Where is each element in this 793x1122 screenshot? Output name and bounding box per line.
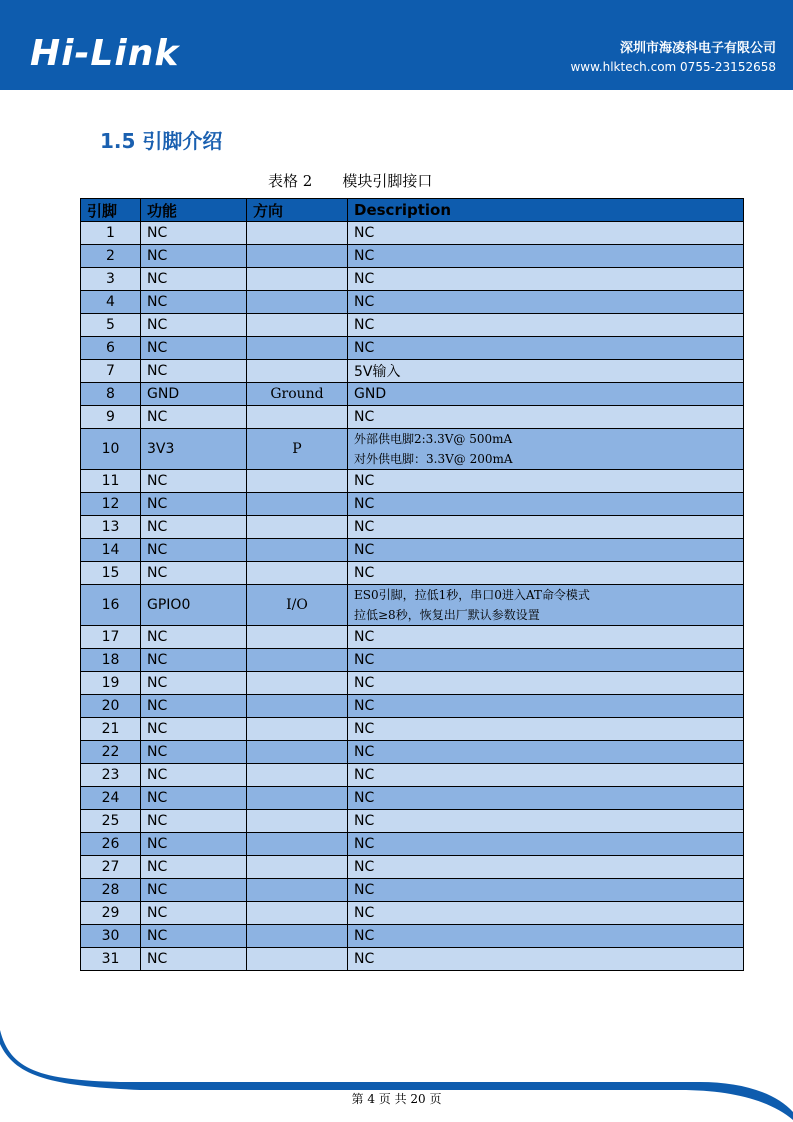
cell-direction [247,925,348,948]
cell-pin: 29 [81,902,141,925]
cell-pin: 27 [81,856,141,879]
section-title: 1.5 引脚介绍 [100,129,223,153]
table-row [81,222,744,245]
table-row [81,810,744,833]
cell-direction [247,516,348,539]
cell-pin: 7 [81,360,141,383]
cell-function: NC [141,337,247,360]
cell-direction [247,222,348,245]
cell-direction [247,314,348,337]
cell-description: NC [348,516,744,539]
cell-pin: 2 [81,245,141,268]
table-row [81,245,744,268]
table-row [81,764,744,787]
cell-pin: 21 [81,718,141,741]
cell-description: NC [348,764,744,787]
table-row [81,406,744,429]
cell-description: NC [348,539,744,562]
cell-description: NC [348,222,744,245]
table-row [81,833,744,856]
cell-pin: 16 [81,585,141,626]
table-row [81,539,744,562]
table-row [81,695,744,718]
hi-link-logo: Hi-Link [30,33,180,74]
description-line: 拉低≥8秒，恢复出厂默认参数设置 [354,608,540,622]
cell-pin: 1 [81,222,141,245]
cell-direction [247,649,348,672]
cell-pin: 3 [81,268,141,291]
cell-function: NC [141,539,247,562]
table-row [81,879,744,902]
cell-description: NC [348,337,744,360]
cell-function: NC [141,764,247,787]
table-caption [268,170,462,191]
cell-direction [247,539,348,562]
cell-function: NC [141,493,247,516]
table-caption-title: 模块引脚接口 [342,172,433,190]
table-row [81,787,744,810]
table-row [81,718,744,741]
cell-direction [247,833,348,856]
cell-pin: 12 [81,493,141,516]
cell-description: NC [348,787,744,810]
cell-direction: I/O [247,585,348,626]
cell-function: NC [141,291,247,314]
table-row [81,314,744,337]
cell-description: NC [348,902,744,925]
cell-description: NC [348,741,744,764]
cell-direction [247,856,348,879]
table-row [81,383,744,406]
cell-pin: 28 [81,879,141,902]
cell-direction [247,902,348,925]
cell-function: NC [141,626,247,649]
table-header-row [81,199,744,222]
cell-description: NC [348,856,744,879]
header-pin: 引脚 [81,199,141,222]
cell-direction [247,245,348,268]
cell-function: GPIO0 [141,585,247,626]
table-row [81,902,744,925]
cell-function: NC [141,268,247,291]
cell-description: NC [348,718,744,741]
cell-direction [247,810,348,833]
cell-direction [247,787,348,810]
cell-description: NC [348,649,744,672]
table-row [81,741,744,764]
cell-direction [247,764,348,787]
cell-direction [247,948,348,971]
company-name: 深圳市海凌科电子有限公司 [619,41,776,56]
cell-function: NC [141,856,247,879]
cell-direction [247,268,348,291]
cell-function: NC [141,879,247,902]
cell-description: NC [348,833,744,856]
cell-description: NC [348,562,744,585]
table-row [81,856,744,879]
cell-pin: 22 [81,741,141,764]
cell-description [348,429,744,470]
table-row [81,268,744,291]
cell-direction [247,672,348,695]
page-number: 第 4 页 共 20 页 [351,1092,442,1106]
cell-function: NC [141,245,247,268]
table-row [81,948,744,971]
cell-pin: 19 [81,672,141,695]
cell-function: NC [141,314,247,337]
cell-direction [247,695,348,718]
description-line: 外部供电脚2:3.3V@ 500mA [354,432,513,446]
cell-pin: 5 [81,314,141,337]
cell-description: NC [348,314,744,337]
page-header [0,0,793,90]
table-row [81,429,744,470]
cell-description: 5V输入 [348,360,744,383]
cell-pin: 17 [81,626,141,649]
cell-description: NC [348,268,744,291]
cell-direction: Ground [247,383,348,406]
cell-pin: 14 [81,539,141,562]
cell-description: NC [348,695,744,718]
cell-direction [247,718,348,741]
header-direction: 方向 [247,199,348,222]
cell-direction [247,741,348,764]
cell-description: NC [348,291,744,314]
table-row [81,649,744,672]
cell-description: NC [348,245,744,268]
table-caption-label: 表格 2 [268,172,313,190]
cell-direction [247,562,348,585]
cell-direction [247,879,348,902]
cell-description: NC [348,626,744,649]
cell-pin: 10 [81,429,141,470]
table-row [81,585,744,626]
cell-function: NC [141,562,247,585]
cell-function: NC [141,360,247,383]
cell-description: NC [348,925,744,948]
table-row [81,360,744,383]
cell-direction [247,406,348,429]
header-function: 功能 [141,199,247,222]
cell-function: NC [141,810,247,833]
cell-function: GND [141,383,247,406]
pin-table [80,198,744,971]
cell-direction [247,360,348,383]
cell-pin: 11 [81,470,141,493]
cell-description: NC [348,406,744,429]
cell-pin: 20 [81,695,141,718]
cell-pin: 4 [81,291,141,314]
cell-pin: 24 [81,787,141,810]
cell-direction [247,493,348,516]
cell-pin: 15 [81,562,141,585]
cell-pin: 30 [81,925,141,948]
header-description: Description [348,199,744,222]
table-row [81,626,744,649]
cell-pin: 18 [81,649,141,672]
table-row [81,493,744,516]
cell-pin: 13 [81,516,141,539]
company-contact: www.hlktech.com 0755-23152658 [570,60,776,74]
table-row [81,672,744,695]
cell-description: NC [348,948,744,971]
cell-direction [247,626,348,649]
cell-description: NC [348,879,744,902]
cell-direction [247,337,348,360]
cell-function: NC [141,695,247,718]
table-row [81,562,744,585]
cell-function: NC [141,741,247,764]
cell-function: NC [141,406,247,429]
cell-description [348,585,744,626]
cell-pin: 31 [81,948,141,971]
cell-function: NC [141,672,247,695]
cell-description: NC [348,810,744,833]
cell-function: 3V3 [141,429,247,470]
cell-function: NC [141,718,247,741]
pin-table-body [81,222,744,971]
cell-pin: 26 [81,833,141,856]
table-row [81,516,744,539]
cell-pin: 23 [81,764,141,787]
cell-function: NC [141,925,247,948]
cell-pin: 6 [81,337,141,360]
table-row [81,470,744,493]
cell-description: GND [348,383,744,406]
cell-pin: 25 [81,810,141,833]
cell-description: NC [348,672,744,695]
cell-function: NC [141,902,247,925]
table-row [81,337,744,360]
cell-function: NC [141,948,247,971]
cell-description: NC [348,493,744,516]
cell-pin: 8 [81,383,141,406]
cell-pin: 9 [81,406,141,429]
description-line: ES0引脚，拉低1秒，串口0进入AT命令模式 [354,588,590,602]
cell-function: NC [141,833,247,856]
cell-function: NC [141,516,247,539]
cell-direction [247,291,348,314]
table-row [81,925,744,948]
cell-direction [247,470,348,493]
description-line: 对外供电脚：3.3V@ 200mA [354,452,513,466]
cell-function: NC [141,222,247,245]
table-row [81,291,744,314]
cell-direction: P [247,429,348,470]
cell-description: NC [348,470,744,493]
cell-function: NC [141,787,247,810]
cell-function: NC [141,470,247,493]
cell-function: NC [141,649,247,672]
